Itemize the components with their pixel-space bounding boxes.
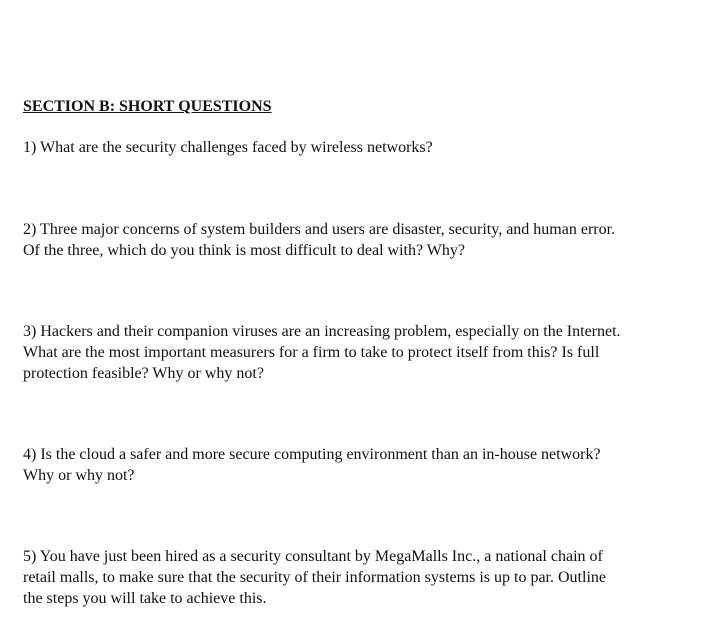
section-heading: SECTION B: SHORT QUESTIONS <box>23 98 272 115</box>
question-3-line-3: protection feasible? Why or why not? <box>23 365 264 382</box>
question-4 <box>23 444 703 486</box>
question-2 <box>23 219 703 261</box>
question-2-line-1: 2) Three major concerns of system builders and users are disaster, security, and human error. <box>23 221 616 238</box>
question-1 <box>23 137 703 158</box>
question-5-line-2: retail malls, to make sure that the security of their information systems is up to par. Outline <box>23 569 606 586</box>
question-4-line-1: 4) Is the cloud a safer and more secure computing environment than an in-house network? <box>23 446 601 463</box>
question-5-line-3: the steps you will take to achieve this. <box>23 590 267 607</box>
question-3-line-2: What are the most important measurers for a firm to take to protect itself from this? Is full <box>23 344 600 361</box>
question-2-line-2: Of the three, which do you think is most difficult to deal with? Why? <box>23 242 465 259</box>
question-4-line-2: Why or why not? <box>23 467 135 484</box>
question-3 <box>23 321 703 384</box>
question-5 <box>23 546 703 609</box>
question-1-line-1: 1) What are the security challenges faced by wireless networks? <box>23 139 433 156</box>
question-5-line-1: 5) You have just been hired as a security consultant by MegaMalls Inc., a national chain of <box>23 548 603 565</box>
question-3-line-1: 3) Hackers and their companion viruses are an increasing problem, especially on the Internet. <box>23 323 621 340</box>
